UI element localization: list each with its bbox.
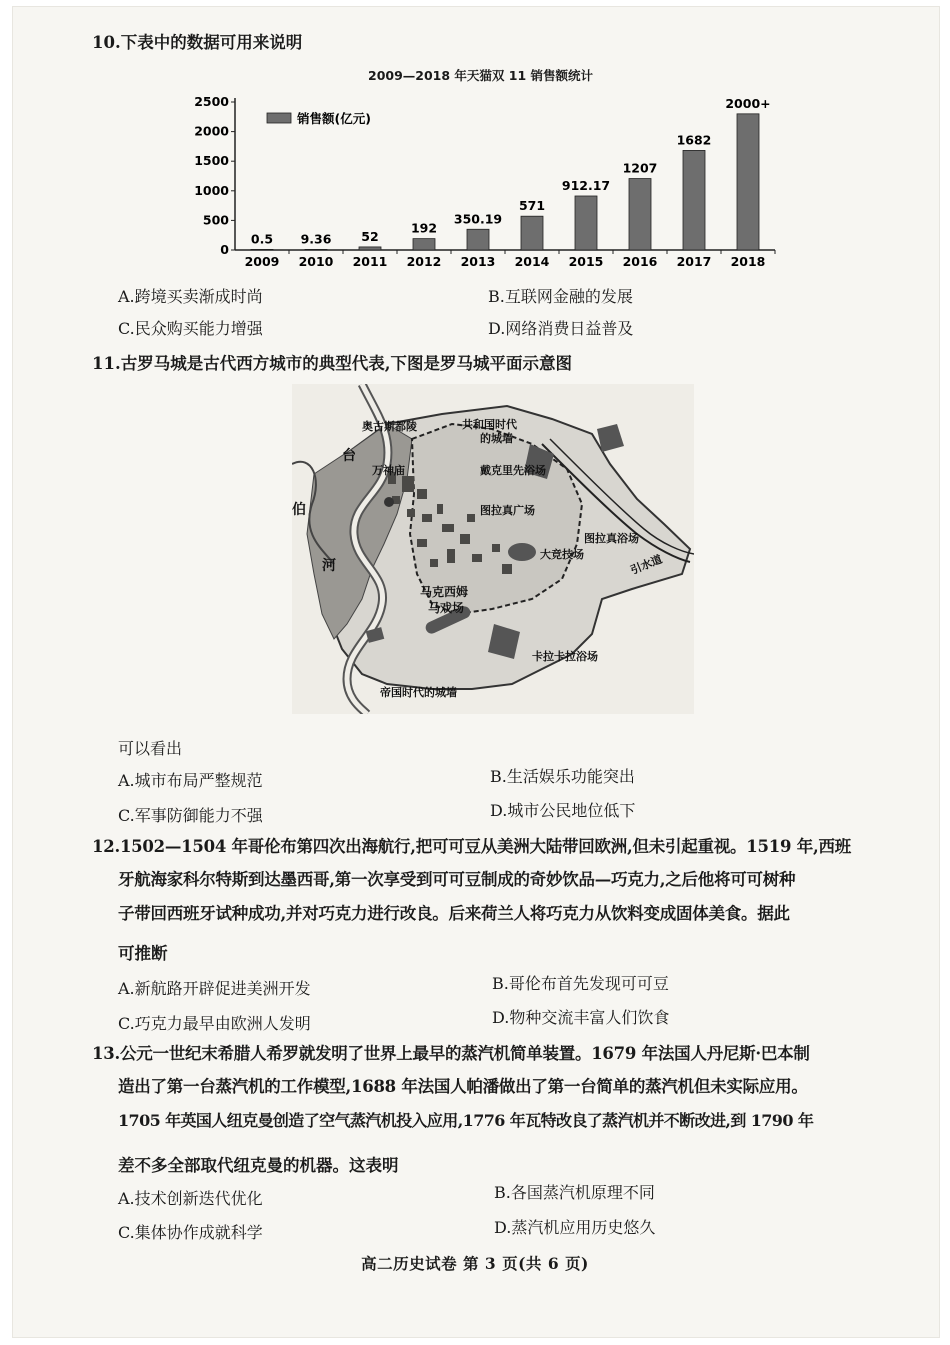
- q10-stem: 10.下表中的数据可用来说明: [92, 33, 303, 52]
- q10-option-c[interactable]: C.民众购买能力增强: [118, 319, 263, 338]
- legend-swatch: [267, 113, 291, 123]
- q12-line-2: 牙航海家科尔特斯到达墨西哥,第一次享受到可可豆制成的奇妙饮品—巧克力,之后他将可可树种: [118, 870, 796, 889]
- data-label-2017: 1682: [676, 132, 712, 148]
- bar-2011: [359, 247, 381, 250]
- data-label-2010: 9.36: [300, 231, 332, 247]
- label-colosseum: 大竞技场: [540, 548, 584, 561]
- pantheon-dome: [384, 497, 394, 507]
- label-river-2: 伯: [292, 502, 306, 518]
- q10-option-a[interactable]: A.跨境买卖渐成时尚: [118, 287, 263, 306]
- x-tick-label-2010: 2010: [298, 254, 334, 269]
- label-circus-2: 马戏场: [428, 601, 465, 615]
- q12-option-c[interactable]: C.巧克力最早由欧洲人发明: [118, 1014, 311, 1033]
- q12-line-3: 子带回西班牙试种成功,并对巧克力进行改良。后来荷兰人将巧克力从饮料变成固体美食。据此: [118, 904, 790, 923]
- label-aqueduct: 引水道: [628, 552, 665, 577]
- q13-line-4: 差不多全部取代纽克曼的机器。这表明: [118, 1156, 399, 1175]
- bar-2010: [305, 249, 327, 250]
- data-label-2016: 1207: [622, 160, 658, 176]
- label-pantheon: 万神庙: [372, 464, 405, 477]
- label-river-1: 台: [342, 448, 356, 464]
- q11-option-c[interactable]: C.军事防御能力不强: [118, 806, 263, 825]
- q10-option-d[interactable]: D.网络消费日益普及: [488, 319, 634, 338]
- label-river-3: 河: [322, 558, 336, 574]
- q13-line-2: 造出了第一台蒸汽机的工作模型,1688 年法国人帕潘做出了第一台简单的蒸汽机但未实际应用。: [118, 1077, 808, 1096]
- bar-2014: [521, 216, 543, 250]
- colosseum-shape: [508, 543, 536, 561]
- legend-label: 销售额(亿元): [297, 111, 371, 126]
- label-trajan-forum: 图拉真广场: [480, 504, 535, 517]
- label-trajan-baths: 图拉真浴场: [584, 532, 639, 545]
- q12-line-4: 可推断: [118, 944, 168, 963]
- label-circus-1: 马克西姆: [420, 585, 469, 599]
- data-label-2015: 912.17: [561, 177, 611, 193]
- bar-2015: [575, 196, 597, 250]
- q13-option-c[interactable]: C.集体协作成就科学: [118, 1223, 263, 1242]
- q11-option-b[interactable]: B.生活娱乐功能突出: [490, 767, 635, 786]
- data-label-2012: 192: [410, 220, 438, 236]
- chart-title: 2009—2018 年天猫双 11 销售额统计: [368, 68, 594, 83]
- x-tick-label-2011: 2011: [352, 254, 388, 269]
- bar-2012: [413, 239, 435, 250]
- y-tick-label: 500: [202, 212, 229, 228]
- y-tick-label: 2000: [194, 123, 229, 139]
- q12-line-1: 12.1502—1504 年哥伦布第四次出海航行,把可可豆从美洲大陆带回欧洲,但未引起重视。1519 年,西班: [92, 837, 851, 856]
- show-through-text: [700, 40, 860, 63]
- y-tick-label: 1500: [194, 153, 229, 169]
- y-tick-label: 0: [220, 242, 229, 257]
- label-caracalla: 卡拉卡拉浴场: [532, 650, 598, 663]
- label-republic-wall-1: 共和国时代: [462, 418, 517, 431]
- label-republic-wall-2: 的城墙: [480, 432, 513, 445]
- q11-after-map: 可以看出: [118, 739, 183, 758]
- bar-2017: [683, 150, 705, 250]
- data-label-2018: 2000+: [725, 95, 771, 111]
- q12-option-b[interactable]: B.哥伦布首先发现可可豆: [492, 974, 669, 993]
- q10-option-b[interactable]: B.互联网金融的发展: [488, 287, 633, 306]
- bar-2013: [467, 229, 489, 250]
- y-tick-label: 1000: [194, 182, 229, 198]
- x-tick-label-2014: 2014: [514, 254, 550, 269]
- bar-2018: [737, 114, 759, 250]
- rome-city-map: [292, 384, 694, 714]
- q13-option-a[interactable]: A.技术创新迭代优化: [118, 1189, 263, 1208]
- q12-option-d[interactable]: D.物种交流丰富人们饮食: [492, 1008, 670, 1027]
- q11-option-a[interactable]: A.城市布局严整规范: [118, 771, 263, 790]
- q11-stem: 11.古罗马城是古代西方城市的典型代表,下图是罗马城平面示意图: [92, 354, 572, 373]
- x-tick-label-2016: 2016: [622, 254, 658, 269]
- x-tick-label-2009: 2009: [244, 254, 280, 269]
- data-label-2009: 0.5: [250, 231, 274, 247]
- x-tick-label-2013: 2013: [460, 254, 496, 269]
- label-aurelian: 奥古斯都陵: [362, 420, 417, 433]
- x-tick-label-2015: 2015: [568, 254, 604, 269]
- bar-2009: [251, 249, 273, 250]
- page-footer: 高二历史试卷 第 3 页(共 6 页): [361, 1254, 589, 1273]
- q11-option-d[interactable]: D.城市公民地位低下: [490, 801, 636, 820]
- data-label-2011: 52: [361, 228, 379, 244]
- q13-line-1: 13.公元一世纪末希腊人希罗就发明了世界上最早的蒸汽机简单装置。1679 年法国人丹尼斯·巴本制: [92, 1044, 810, 1063]
- q13-option-b[interactable]: B.各国蒸汽机原理不同: [494, 1183, 655, 1202]
- x-tick-label-2017: 2017: [676, 254, 712, 269]
- x-tick-label-2012: 2012: [406, 254, 442, 269]
- y-tick-label: 2500: [194, 94, 229, 109]
- data-label-2013: 350.19: [453, 211, 503, 227]
- label-diocletian: 戴克里先浴场: [480, 464, 546, 477]
- q13-option-d[interactable]: D.蒸汽机应用历史悠久: [494, 1218, 656, 1237]
- q13-line-3: 1705 年英国人纽克曼创造了空气蒸汽机投入应用,1776 年瓦特改良了蒸汽机并不断改进,到 1790 年: [118, 1111, 814, 1130]
- data-label-2014: 571: [518, 198, 546, 214]
- label-imperial-wall: 帝国时代的城墙: [380, 686, 457, 699]
- sales-bar-chart: [180, 86, 780, 276]
- q12-option-a[interactable]: A.新航路开辟促进美洲开发: [118, 979, 311, 998]
- bar-2016: [629, 179, 651, 250]
- x-tick-label-2018: 2018: [730, 254, 766, 269]
